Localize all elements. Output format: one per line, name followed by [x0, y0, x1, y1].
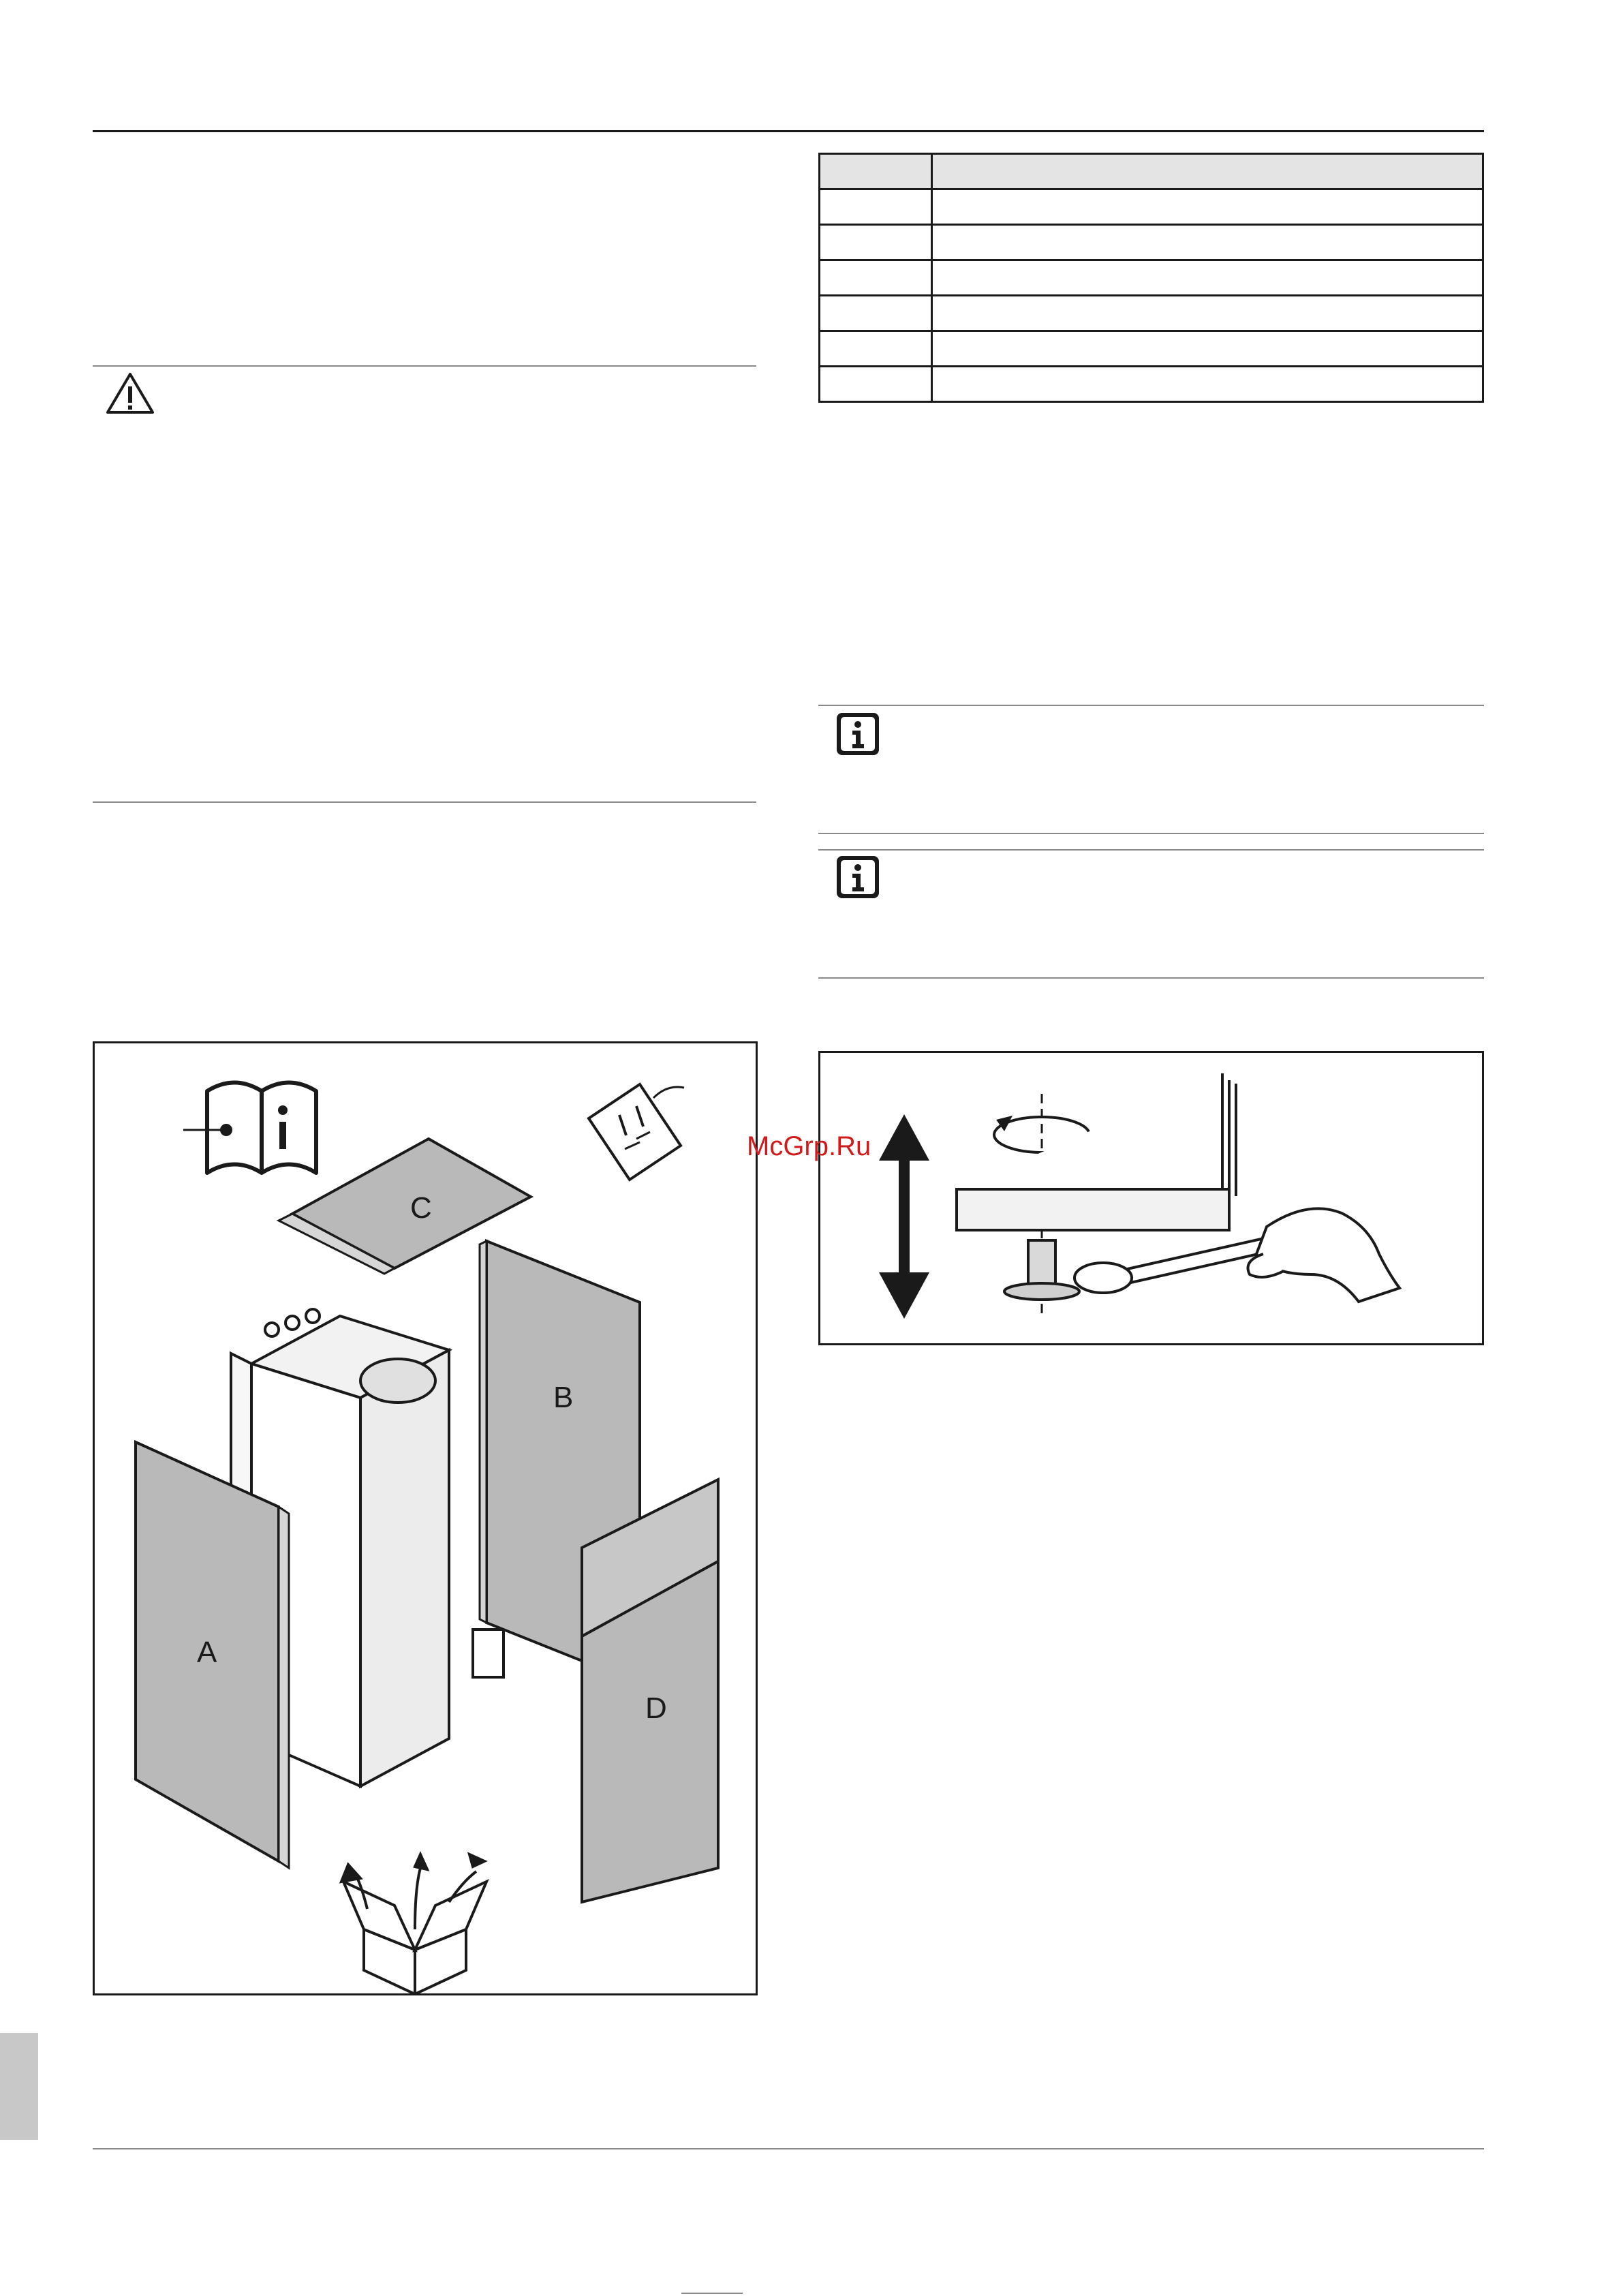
header-rule: [93, 130, 1484, 132]
table-row: [820, 296, 1483, 331]
open-manual-icon: [207, 1083, 316, 1174]
open-box-icon: [341, 1854, 486, 1993]
table-row: [820, 260, 1483, 296]
figure-unpacking: [93, 1041, 758, 1995]
info-1-bottom-rule: [818, 833, 1484, 834]
info-2-top-rule: [818, 849, 1484, 851]
watermark: McGrp.Ru: [747, 1131, 871, 1161]
table-row: [820, 331, 1483, 367]
double-arrow-icon: [879, 1114, 929, 1319]
warning-bottom-rule: [93, 801, 756, 803]
bottom-mark: [681, 2293, 743, 2294]
table-header-row: [820, 154, 1483, 189]
label-a: A: [197, 1636, 217, 1669]
info-1-top-rule: [818, 705, 1484, 706]
info-2-bottom-rule: [818, 977, 1484, 979]
panel-a: [136, 1442, 289, 1868]
table-row: [820, 367, 1483, 402]
info-icon: [835, 855, 880, 900]
label-d: D: [645, 1692, 667, 1725]
side-tab: [0, 2033, 38, 2140]
screw-bag-icon: [589, 1084, 684, 1180]
table-row: [820, 225, 1483, 260]
table-row: [820, 189, 1483, 225]
panel-d: [582, 1480, 718, 1902]
warning-top-rule: [93, 365, 756, 367]
warning-triangle-icon: [106, 371, 155, 415]
components-table: [818, 153, 1484, 403]
info-icon: [835, 711, 880, 756]
figure-adjust-feet: [818, 1051, 1484, 1345]
label-b: B: [553, 1381, 574, 1414]
label-c: C: [410, 1191, 432, 1225]
footer-rule: [93, 2148, 1484, 2149]
